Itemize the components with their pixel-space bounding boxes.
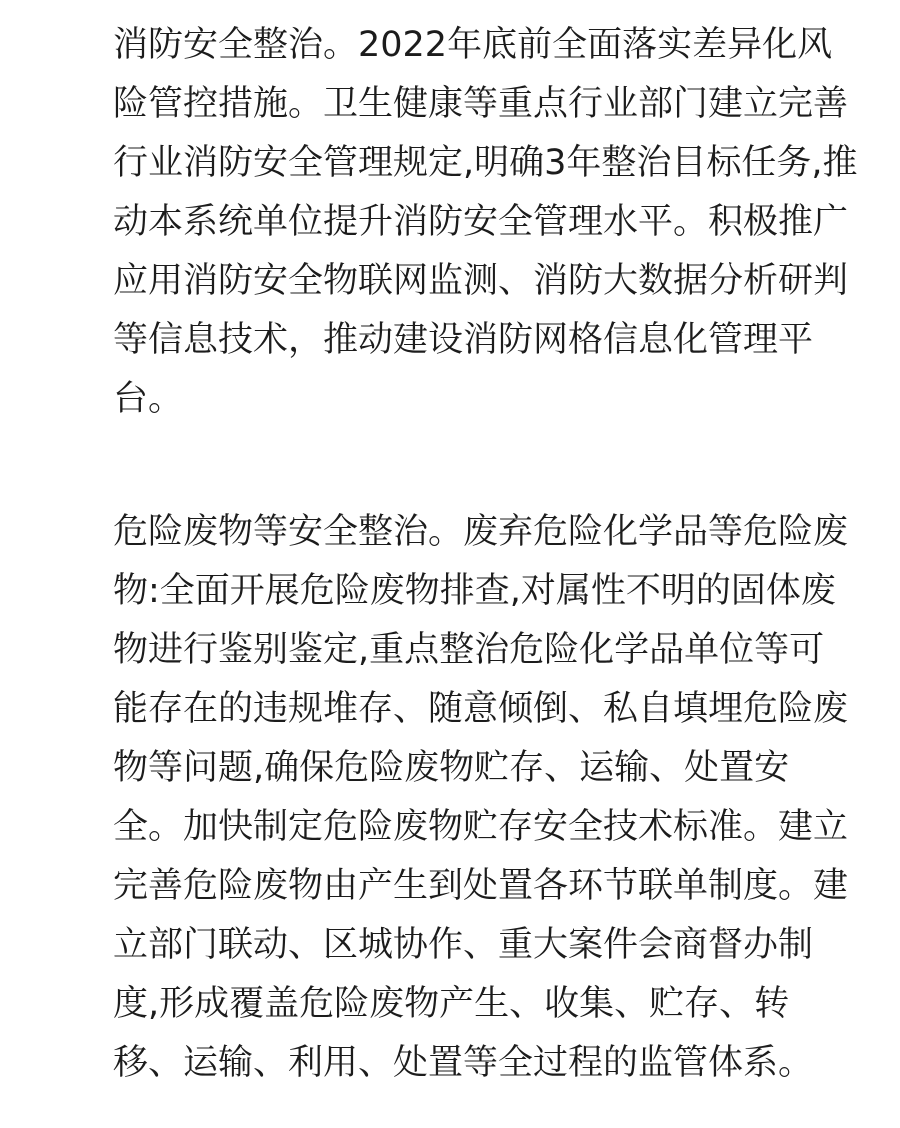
text-line: 应用消防安全物联网监测、消防大数据分析研判 (113, 261, 849, 301)
text-line: 动本系统单位提升消防安全管理水平。积极推广 (113, 202, 849, 242)
text-line: 物等问题,确保危险废物贮存、运输、处置安 (113, 748, 790, 788)
text-line: 等信息技术，推动建设消防网格信息化管理平 (113, 320, 814, 360)
text-line: 险管控措施。卫生健康等重点行业部门建立完善 (113, 84, 849, 124)
text-line: 消防安全整治。2022年底前全面落实差异化风 (113, 25, 833, 65)
text-line: 全。加快制定危险废物贮存安全技术标准。建立 (113, 807, 849, 847)
text-line: 台。 (113, 379, 184, 419)
text-line: 物进行鉴别鉴定,重点整治危险化学品单位等可 (113, 630, 825, 670)
paragraph-hazardous-waste (113, 503, 883, 1093)
text-line: 危险废物等安全整治。废弃危险化学品等危险废 (113, 512, 849, 552)
text-line: 物:全面开展危险废物排查,对属性不明的固体废 (113, 571, 836, 611)
paragraph-fire-safety (113, 16, 883, 429)
text-line: 立部门联动、区城协作、重大案件会商督办制 (113, 925, 814, 965)
text-line: 度,形成覆盖危险废物产生、收集、贮存、转 (113, 984, 790, 1024)
text-line: 行业消防安全管理规定,明确3年整治目标任务,推 (113, 143, 858, 183)
text-line: 完善危险废物由产生到处置各环节联单制度。建 (113, 866, 849, 906)
text-line: 能存在的违规堆存、随意倾倒、私自填埋危险废 (113, 689, 849, 729)
article-body (113, 16, 883, 1093)
text-line: 移、运输、利用、处置等全过程的监管体系。 (113, 1043, 814, 1083)
